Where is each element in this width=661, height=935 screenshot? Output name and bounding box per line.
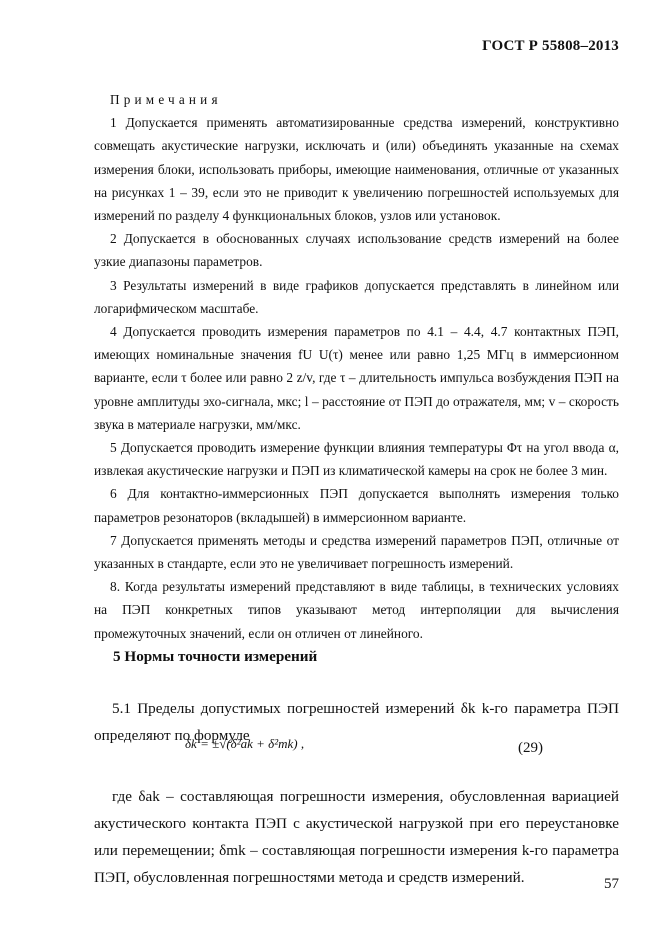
equation-number: (29) xyxy=(518,740,543,756)
formula: δk = ±√(δ²ak + δ²mk) , xyxy=(185,736,305,751)
page-number: 57 xyxy=(604,876,619,892)
note-5: 5 Допускается проводить измерение функции влияния температуры Φτ на угол ввода α, извлекая акустические нагрузки и ПЭП из климатической камеры на срок не более 3 мин. xyxy=(94,440,619,479)
section-heading: 5 Нормы точности измерений xyxy=(113,648,318,665)
note-6: 6 Для контактно-иммерсионных ПЭП допускается выполнять измерения только параметров резонаторов (вкладышей) в иммерсионном варианте. xyxy=(94,486,619,525)
formula-row xyxy=(185,736,585,762)
note-8: 8. Когда результаты измерений представляют в виде таблицы, в технических условиях на ПЭП конкретных типов указывают метод интерполяции для вычисления промежуточных значений, если он отличен от линейного. xyxy=(94,579,619,641)
paragraph-definitions: где δak – составляющая погрешности измерения, обусловленная вариацией акустического контакта ПЭП с акустической нагрузкой при его переустановке или перемещении; δmk – составляющая погрешности измерения k-го параметра ПЭП, обусловленная погрешностями метода и средств измерений. xyxy=(94,788,619,887)
note-4: 4 Допускается проводить измерения параметров по 4.1 – 4.4, 4.7 контактных ПЭП, имеющих номинальные значения fU U(τ) менее или равно 1,25 МГц в иммерсионном варианте, если τ более или равно 2 z/v, где τ – длительность импульса возбуждения ПЭП на уровне амплитуды эхо-сигнала, мкс; l – расстояние от ПЭП до отражателя, мм; v – скорость звука в материале нагрузки, мм/мкс. xyxy=(94,324,619,432)
notes-block xyxy=(94,88,619,645)
paragraph-5-1: 5.1 Пределы допустимых погрешностей измерений δk k-го параметра ПЭП определяют по формуле xyxy=(94,700,619,745)
notes-title: Примечания xyxy=(110,92,222,107)
note-1: 1 Допускается применять автоматизированные средства измерений, конструктивно совмещать акустические нагрузки, исключать и (или) объединять указанные на схемах измерения блоки, использовать приборы, имеющие наименования, отличные от указанных на рисунках 1 – 39, если это не приводит к увеличению погрешностей используемых для измерений по разделу 4 функциональных блоков, узлов или установок. xyxy=(94,115,619,224)
note-7: 7 Допускается применять методы и средства измерений параметров ПЭП, отличные от указанных в стандарте, если это не увеличивает погрешность измерений. xyxy=(94,532,619,572)
note-2: 2 Допускается в обоснованных случаях использование средств измерений на более узкие диапазоны параметров. xyxy=(94,231,619,270)
note-3: 3 Результаты измерений в виде графиков допускается представлять в линейном или логарифмическом масштабе. xyxy=(94,277,619,316)
document-standard-code: ГОСТ Р 55808–2013 xyxy=(482,38,619,54)
